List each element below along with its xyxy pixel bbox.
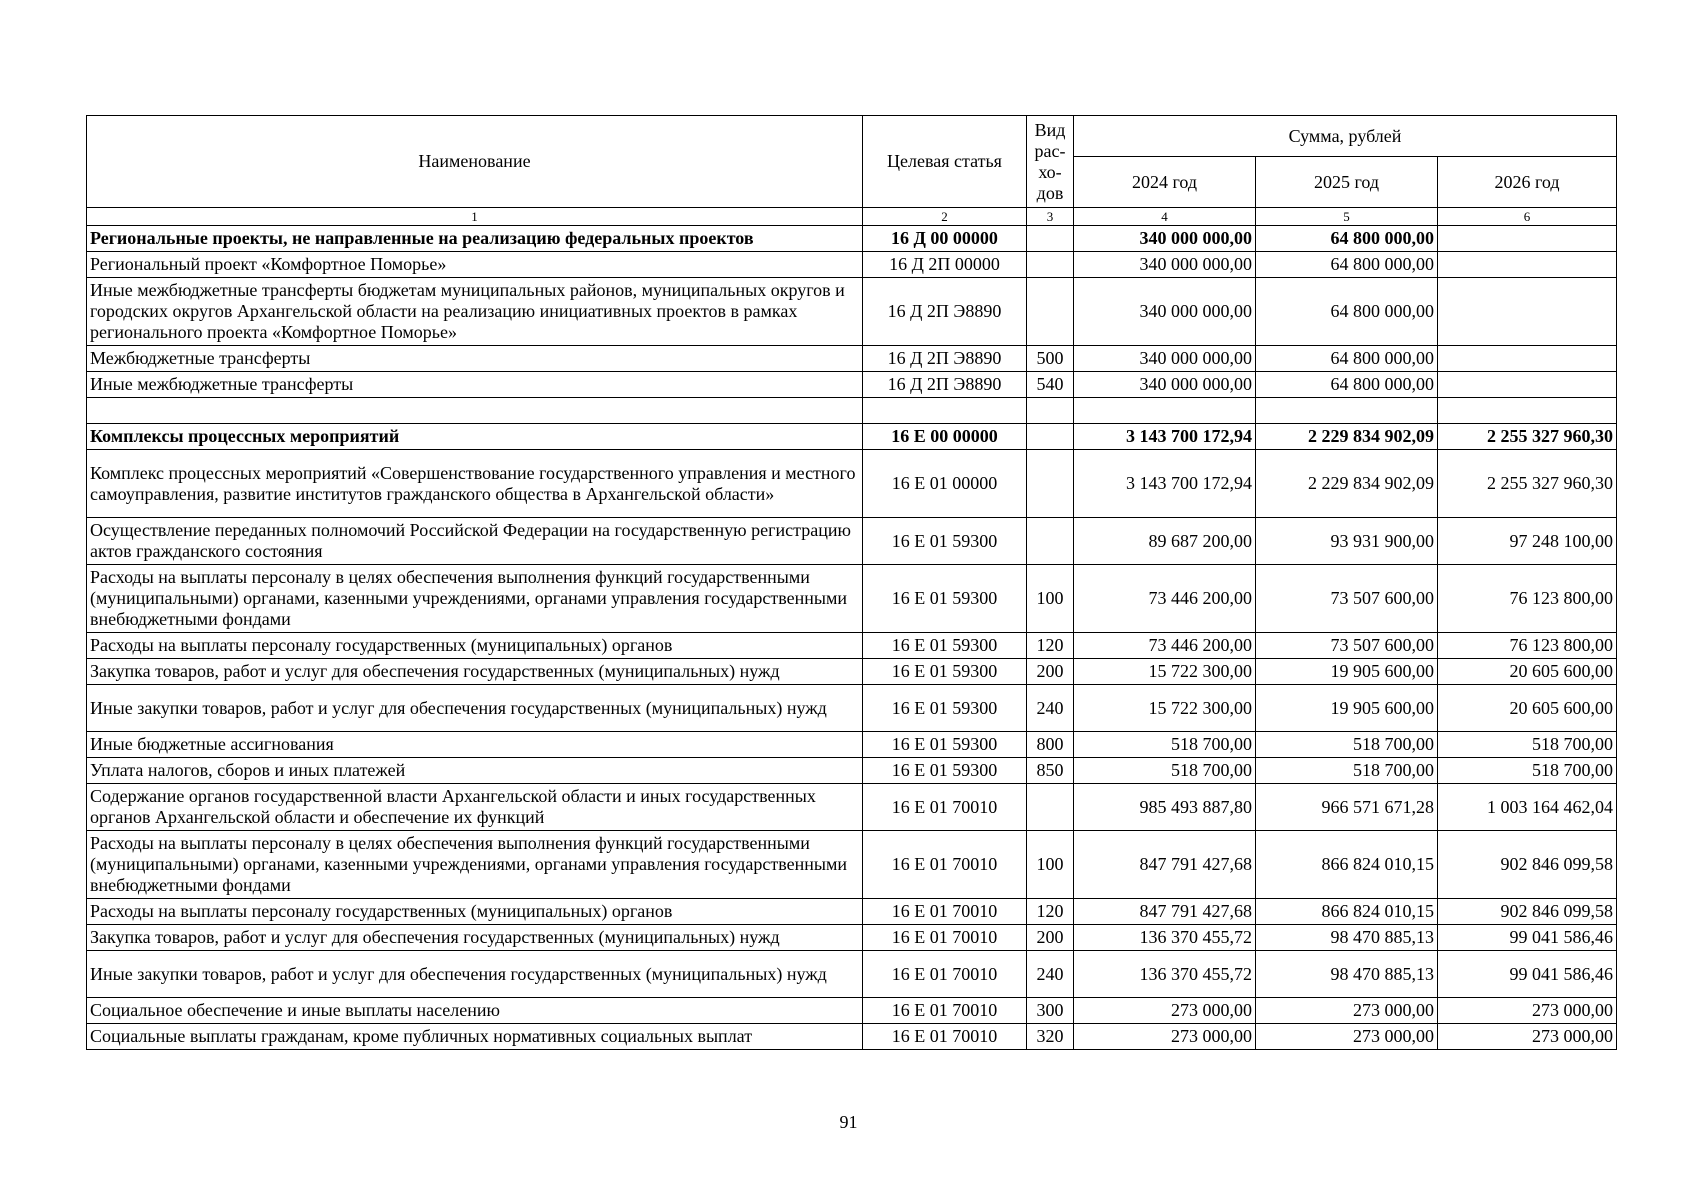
table-row — [87, 565, 1617, 633]
row-sum-2025: 866 824 010,15 — [1256, 899, 1438, 925]
row-sum-2026: 20 605 600,00 — [1438, 659, 1617, 685]
row-sum-2024 — [1074, 398, 1256, 424]
table-row — [87, 685, 1617, 732]
row-sum-2025: 73 507 600,00 — [1256, 633, 1438, 659]
row-name: Расходы на выплаты персоналу в целях обеспечения выполнения функций государственными (муниципальными) органами, казенными учреждениями, органами управления государственными внебюджетными фондами — [87, 565, 863, 633]
table-row — [87, 951, 1617, 998]
table-row — [87, 398, 1617, 424]
row-sum-2026: 518 700,00 — [1438, 732, 1617, 758]
row-name: Иные межбюджетные трансферты бюджетам муниципальных районов, муниципальных округов и городских округов Архангельской области на реализацию инициативных проектов в рамках регионального проекта «Комфортное Поморье» — [87, 278, 863, 346]
row-sum-2025: 19 905 600,00 — [1256, 659, 1438, 685]
row-sum-2026: 20 605 600,00 — [1438, 685, 1617, 732]
row-expense-type: 240 — [1027, 951, 1074, 998]
row-sum-2024: 340 000 000,00 — [1074, 278, 1256, 346]
header-sum: Сумма, рублей — [1074, 116, 1617, 157]
row-sum-2026: 99 041 586,46 — [1438, 925, 1617, 951]
row-sum-2025: 98 470 885,13 — [1256, 951, 1438, 998]
budget-table — [86, 115, 1617, 1050]
row-sum-2026: 97 248 100,00 — [1438, 518, 1617, 565]
page-number: 91 — [839, 1112, 858, 1132]
row-sum-2026: 1 003 164 462,04 — [1438, 784, 1617, 831]
row-target-article: 16 Д 2П Э8890 — [863, 346, 1027, 372]
row-sum-2026: 273 000,00 — [1438, 998, 1617, 1024]
row-name: Расходы на выплаты персоналу в целях обеспечения выполнения функций государственными (муниципальными) органами, казенными учреждениями, органами управления государственными внебюджетными фондами — [87, 831, 863, 899]
row-target-article: 16 Е 01 59300 — [863, 685, 1027, 732]
row-target-article: 16 Е 01 00000 — [863, 450, 1027, 518]
row-sum-2024: 340 000 000,00 — [1074, 346, 1256, 372]
row-name: Содержание органов государственной власти Архангельской области и иных государственных органов Архангельской области и обеспечение их функций — [87, 784, 863, 831]
table-row — [87, 278, 1617, 346]
column-number: 3 — [1027, 208, 1074, 226]
table-row — [87, 899, 1617, 925]
row-expense-type: 120 — [1027, 633, 1074, 659]
table-row — [87, 784, 1617, 831]
row-sum-2025: 518 700,00 — [1256, 758, 1438, 784]
row-name: Закупка товаров, работ и услуг для обеспечения государственных (муниципальных) нужд — [87, 659, 863, 685]
row-expense-type: 200 — [1027, 659, 1074, 685]
header-year-2025: 2025 год — [1256, 157, 1438, 208]
row-sum-2025: 64 800 000,00 — [1256, 346, 1438, 372]
row-sum-2025: 966 571 671,28 — [1256, 784, 1438, 831]
row-expense-type: 100 — [1027, 831, 1074, 899]
table-row — [87, 633, 1617, 659]
header-expense-type: Вид рас-хо-дов — [1027, 116, 1074, 208]
row-sum-2025: 64 800 000,00 — [1256, 372, 1438, 398]
row-sum-2024: 3 143 700 172,94 — [1074, 424, 1256, 450]
row-expense-type: 800 — [1027, 732, 1074, 758]
row-name: Расходы на выплаты персоналу государственных (муниципальных) органов — [87, 633, 863, 659]
row-name: Социальное обеспечение и иные выплаты населению — [87, 998, 863, 1024]
row-sum-2025: 2 229 834 902,09 — [1256, 450, 1438, 518]
table-row — [87, 831, 1617, 899]
row-sum-2024: 518 700,00 — [1074, 732, 1256, 758]
row-name: Межбюджетные трансферты — [87, 346, 863, 372]
row-sum-2024: 89 687 200,00 — [1074, 518, 1256, 565]
row-sum-2025: 73 507 600,00 — [1256, 565, 1438, 633]
column-number: 1 — [87, 208, 863, 226]
column-number: 4 — [1074, 208, 1256, 226]
row-target-article: 16 Д 2П Э8890 — [863, 278, 1027, 346]
row-sum-2025: 2 229 834 902,09 — [1256, 424, 1438, 450]
table-row — [87, 1024, 1617, 1050]
row-sum-2026: 76 123 800,00 — [1438, 633, 1617, 659]
row-expense-type: 320 — [1027, 1024, 1074, 1050]
row-sum-2024: 340 000 000,00 — [1074, 252, 1256, 278]
row-target-article: 16 Е 01 70010 — [863, 899, 1027, 925]
row-target-article — [863, 398, 1027, 424]
row-name: Региональный проект «Комфортное Поморье» — [87, 252, 863, 278]
row-name: Комплекс процессных мероприятий «Совершенствование государственного управления и местного самоуправления, развитие институтов гражданского общества в Архангельской области» — [87, 450, 863, 518]
row-expense-type: 100 — [1027, 565, 1074, 633]
row-sum-2026 — [1438, 278, 1617, 346]
row-name: Закупка товаров, работ и услуг для обеспечения государственных (муниципальных) нужд — [87, 925, 863, 951]
row-sum-2026 — [1438, 372, 1617, 398]
row-name: Расходы на выплаты персоналу государственных (муниципальных) органов — [87, 899, 863, 925]
table-row — [87, 518, 1617, 565]
row-expense-type: 500 — [1027, 346, 1074, 372]
row-expense-type: 300 — [1027, 998, 1074, 1024]
row-target-article: 16 Д 2П Э8890 — [863, 372, 1027, 398]
header-target-article: Целевая статья — [863, 116, 1027, 208]
row-target-article: 16 Д 00 00000 — [863, 226, 1027, 252]
row-sum-2024: 273 000,00 — [1074, 998, 1256, 1024]
row-expense-type — [1027, 784, 1074, 831]
table-body — [87, 226, 1617, 1050]
row-name: Комплексы процессных мероприятий — [87, 424, 863, 450]
row-name: Иные бюджетные ассигнования — [87, 732, 863, 758]
header-year-2024: 2024 год — [1074, 157, 1256, 208]
row-sum-2026: 902 846 099,58 — [1438, 899, 1617, 925]
row-sum-2025: 64 800 000,00 — [1256, 226, 1438, 252]
row-sum-2026 — [1438, 226, 1617, 252]
row-target-article: 16 Е 01 70010 — [863, 998, 1027, 1024]
row-name: Иные закупки товаров, работ и услуг для обеспечения государственных (муниципальных) нужд — [87, 685, 863, 732]
table-row — [87, 732, 1617, 758]
row-expense-type — [1027, 252, 1074, 278]
row-sum-2024: 15 722 300,00 — [1074, 659, 1256, 685]
row-target-article: 16 Е 01 70010 — [863, 925, 1027, 951]
row-expense-type: 850 — [1027, 758, 1074, 784]
row-sum-2024: 340 000 000,00 — [1074, 226, 1256, 252]
row-sum-2024: 847 791 427,68 — [1074, 831, 1256, 899]
row-sum-2026: 273 000,00 — [1438, 1024, 1617, 1050]
column-number: 5 — [1256, 208, 1438, 226]
row-name: Уплата налогов, сборов и иных платежей — [87, 758, 863, 784]
row-sum-2025: 273 000,00 — [1256, 998, 1438, 1024]
row-expense-type — [1027, 398, 1074, 424]
row-sum-2025: 98 470 885,13 — [1256, 925, 1438, 951]
row-sum-2026: 2 255 327 960,30 — [1438, 424, 1617, 450]
row-target-article: 16 Е 01 70010 — [863, 1024, 1027, 1050]
row-expense-type: 200 — [1027, 925, 1074, 951]
table-row — [87, 450, 1617, 518]
row-sum-2024: 136 370 455,72 — [1074, 925, 1256, 951]
row-sum-2025: 866 824 010,15 — [1256, 831, 1438, 899]
row-sum-2025: 64 800 000,00 — [1256, 278, 1438, 346]
row-expense-type — [1027, 424, 1074, 450]
row-sum-2024: 985 493 887,80 — [1074, 784, 1256, 831]
table-row — [87, 659, 1617, 685]
row-expense-type — [1027, 450, 1074, 518]
row-sum-2026: 2 255 327 960,30 — [1438, 450, 1617, 518]
row-target-article: 16 Е 01 59300 — [863, 565, 1027, 633]
row-sum-2026: 76 123 800,00 — [1438, 565, 1617, 633]
row-name: Иные закупки товаров, работ и услуг для обеспечения государственных (муниципальных) нужд — [87, 951, 863, 998]
row-sum-2026: 99 041 586,46 — [1438, 951, 1617, 998]
row-expense-type — [1027, 226, 1074, 252]
row-sum-2026 — [1438, 346, 1617, 372]
row-sum-2024: 73 446 200,00 — [1074, 565, 1256, 633]
row-expense-type — [1027, 518, 1074, 565]
table-row — [87, 758, 1617, 784]
row-sum-2024: 340 000 000,00 — [1074, 372, 1256, 398]
row-target-article: 16 Е 01 59300 — [863, 732, 1027, 758]
row-target-article: 16 Е 01 70010 — [863, 831, 1027, 899]
row-sum-2024: 518 700,00 — [1074, 758, 1256, 784]
row-expense-type — [1027, 278, 1074, 346]
row-name: Социальные выплаты гражданам, кроме публичных нормативных социальных выплат — [87, 1024, 863, 1050]
row-expense-type: 120 — [1027, 899, 1074, 925]
row-sum-2025: 93 931 900,00 — [1256, 518, 1438, 565]
header-year-2026: 2026 год — [1438, 157, 1617, 208]
row-sum-2024: 273 000,00 — [1074, 1024, 1256, 1050]
header-name: Наименование — [87, 116, 863, 208]
row-sum-2026: 902 846 099,58 — [1438, 831, 1617, 899]
table-row — [87, 226, 1617, 252]
row-expense-type: 240 — [1027, 685, 1074, 732]
table-row — [87, 346, 1617, 372]
row-name: Региональные проекты, не направленные на реализацию федеральных проектов — [87, 226, 863, 252]
table-row — [87, 372, 1617, 398]
row-sum-2025: 19 905 600,00 — [1256, 685, 1438, 732]
row-sum-2024: 136 370 455,72 — [1074, 951, 1256, 998]
row-expense-type: 540 — [1027, 372, 1074, 398]
row-target-article: 16 Е 01 59300 — [863, 659, 1027, 685]
row-sum-2025: 273 000,00 — [1256, 1024, 1438, 1050]
row-sum-2025: 64 800 000,00 — [1256, 252, 1438, 278]
row-sum-2024: 847 791 427,68 — [1074, 899, 1256, 925]
table-row — [87, 925, 1617, 951]
column-number: 2 — [863, 208, 1027, 226]
row-sum-2025 — [1256, 398, 1438, 424]
row-target-article: 16 Е 01 59300 — [863, 633, 1027, 659]
column-number: 6 — [1438, 208, 1617, 226]
table-row — [87, 252, 1617, 278]
row-target-article: 16 Е 01 59300 — [863, 518, 1027, 565]
row-target-article: 16 Е 00 00000 — [863, 424, 1027, 450]
row-target-article: 16 Е 01 70010 — [863, 784, 1027, 831]
row-sum-2024: 3 143 700 172,94 — [1074, 450, 1256, 518]
row-target-article: 16 Д 2П 00000 — [863, 252, 1027, 278]
row-sum-2026 — [1438, 252, 1617, 278]
row-sum-2024: 15 722 300,00 — [1074, 685, 1256, 732]
row-target-article: 16 Е 01 70010 — [863, 951, 1027, 998]
row-name — [87, 398, 863, 424]
row-name: Иные межбюджетные трансферты — [87, 372, 863, 398]
table-row — [87, 998, 1617, 1024]
row-name: Осуществление переданных полномочий Российской Федерации на государственную регистрацию актов гражданского состояния — [87, 518, 863, 565]
row-target-article: 16 Е 01 59300 — [863, 758, 1027, 784]
row-sum-2024: 73 446 200,00 — [1074, 633, 1256, 659]
row-sum-2025: 518 700,00 — [1256, 732, 1438, 758]
row-sum-2026 — [1438, 398, 1617, 424]
table-row — [87, 424, 1617, 450]
row-sum-2026: 518 700,00 — [1438, 758, 1617, 784]
